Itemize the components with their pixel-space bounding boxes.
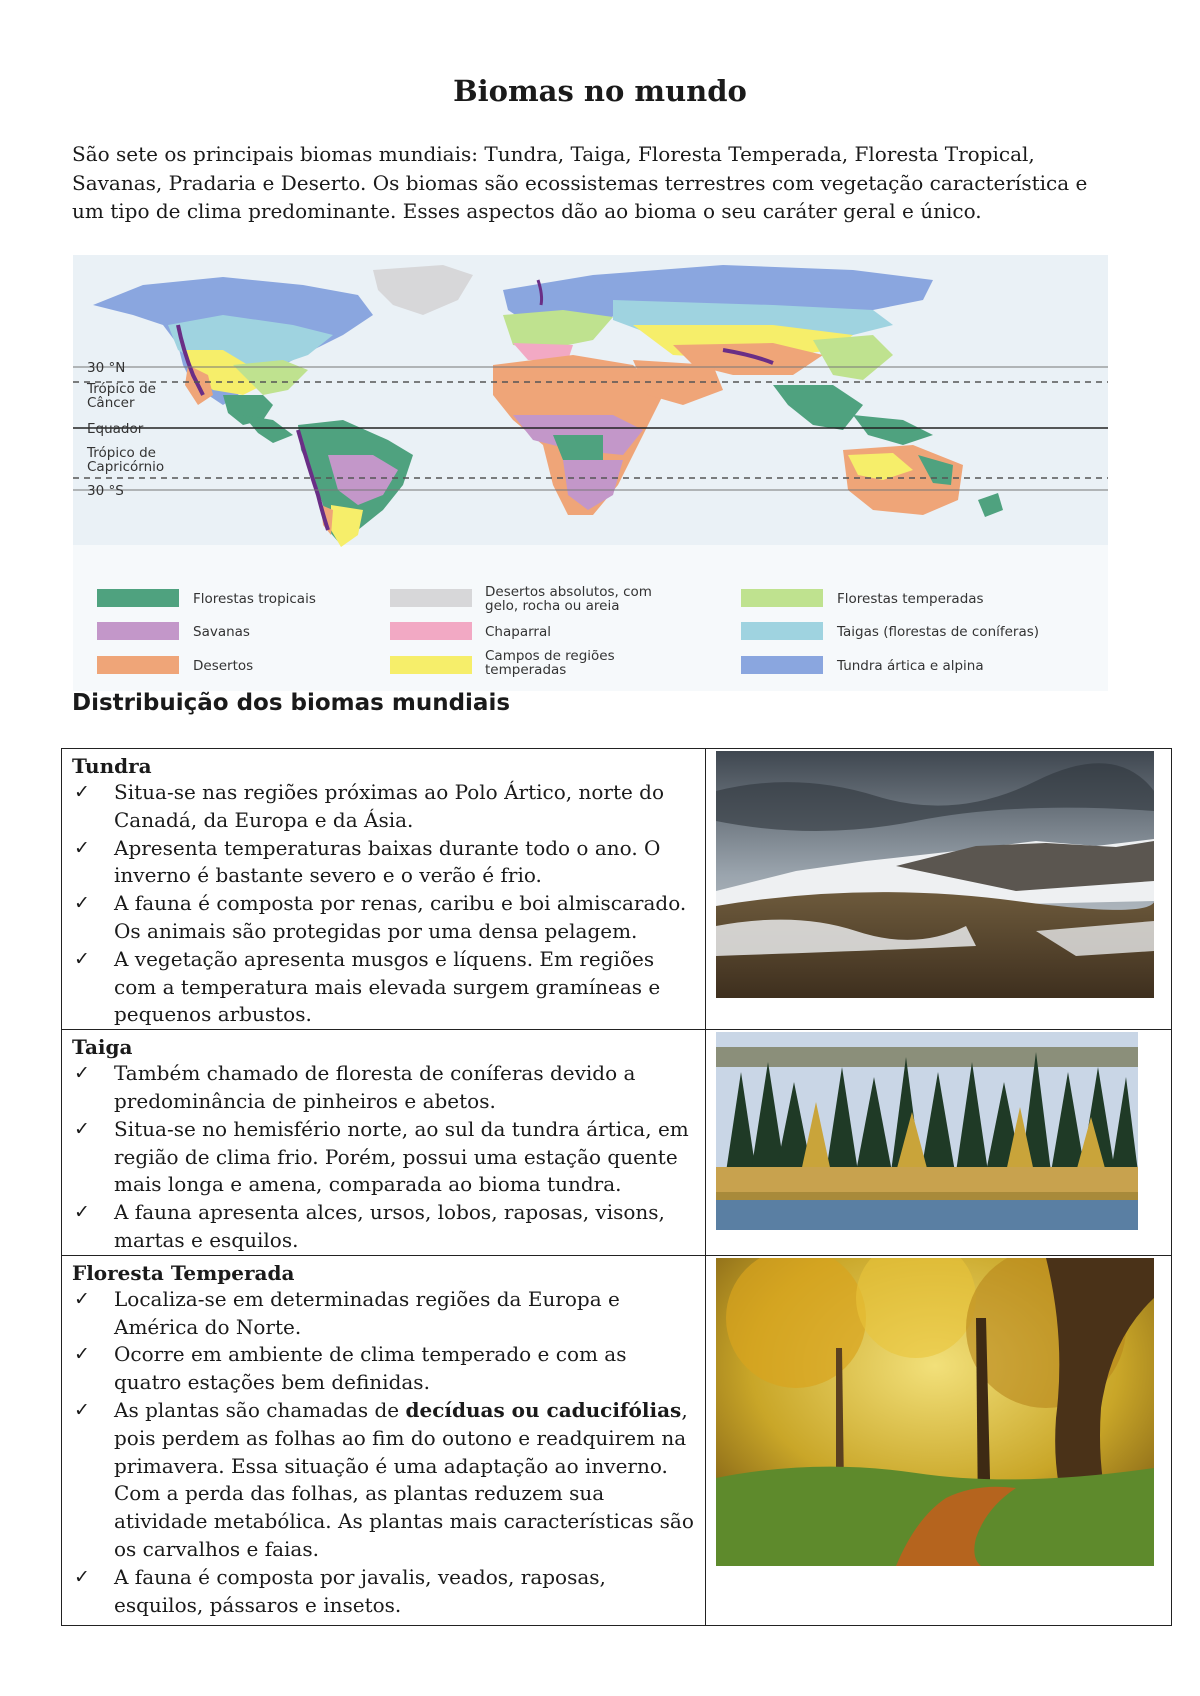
list-item [72,890,697,946]
world-map-image [73,255,1108,691]
taiga-photo [716,1032,1138,1230]
check-icon: ✓ [74,1201,90,1224]
list-item [72,1116,697,1199]
biome-points [72,1286,697,1620]
biome-image-cell [706,1030,1172,1256]
biome-image-cell [706,1255,1172,1625]
point-text: Situa-se no hemisfério norte, ao sul da tundra ártica, em região de clima frio. Porém, possui uma estação quente mais longa e amena, comparada ao bioma tundra. [114,1116,689,1197]
biome-text-cell [62,1255,706,1625]
legend-label-2: Desertos [193,658,254,674]
check-icon: ✓ [74,781,90,803]
legend-label-7: Taigas (florestas de coníferas) [837,624,1040,640]
world-biome-map [73,255,1108,691]
biome-points [72,1060,697,1255]
point-text: Ocorre em ambiente de clima temperado e com as quatro estações bem definidas. [114,1342,627,1395]
point-text: A fauna apresenta alces, ursos, lobos, raposas, visons, martas e esquilos. [114,1200,665,1252]
list-item [72,1199,697,1255]
check-icon: ✓ [74,1398,90,1421]
point-text: , pois perdem as folhas ao fim do outono e readquirem na primavera. Essa situação é uma adaptação ao inverno. Com a perda das folhas, as plantas reduzem sua atividade metabólica. As plantas mais características são os carvalhos e faias. [114,1397,694,1561]
map-caption: Distribuição dos biomas mundiais [72,690,511,716]
legend-swatch-8 [741,656,823,674]
list-item [72,835,697,891]
biome-text-cell [62,1030,706,1256]
point-text: Localiza-se em determinadas regiões da Europa e América do Norte. [114,1286,620,1339]
check-icon: ✓ [74,836,90,859]
point-text: A fauna é composta por javalis, veados, raposas, esquilos, pássaros e insetos. [114,1564,606,1617]
tundra-photo [716,751,1154,998]
intro-paragraph: São sete os principais biomas mundiais: Tundra, Taiga, Floresta Temperada, Floresta Tropical, Savanas, Pradaria e Deserto. Os biomas são ecossistemas terrestres com vegetação característica e um tipo de clima predominante. Esses aspectos dão ao bioma o seu caráter geral e único. [72,142,1088,223]
list-item [72,1286,697,1342]
legend-swatch-0 [97,589,179,607]
list-item [72,779,697,835]
lat-label-capricorn-2: Capricórnio [87,459,165,475]
legend-swatch-3 [390,589,472,607]
biomes-table [61,748,1172,1626]
lat-label-30s: 30 °S [87,483,124,499]
lat-label-cancer-1: Trópico de [87,381,156,397]
legend-label-5: Campos de regiões [485,648,615,664]
list-item [72,1341,697,1397]
legend-label-3b: gelo, rocha ou areia [485,598,620,614]
check-icon: ✓ [74,892,90,915]
legend-label-6: Florestas temperadas [837,591,984,607]
biome-text-cell [62,749,706,1030]
check-icon: ✓ [74,1062,90,1085]
point-text: A fauna é composta por renas, caribu e boi almiscarado. Os animais são protegidas por uma densa pelagem. [114,891,687,943]
legend-swatch-5 [390,656,472,674]
legend-swatch-4 [390,622,472,640]
biome-title-taiga: Taiga [72,1035,133,1060]
legend-label-5b: temperadas [485,662,567,678]
list-item [72,1397,697,1564]
check-icon: ✓ [74,1565,90,1588]
lat-label-cancer-2: Câncer [87,395,135,411]
point-text: Situa-se nas regiões próximas ao Polo Ártico, norte do Canadá, da Europa e da Ásia. [114,780,665,832]
legend-label-3: Desertos absolutos, com [485,584,652,600]
legend-label-1: Savanas [193,624,250,640]
point-text: Apresenta temperaturas baixas durante todo o ano. O inverno é bastante severo e o verão é frio. [114,835,661,888]
list-item [72,1564,697,1620]
legend-swatch-2 [97,656,179,674]
table-row [62,749,1172,1030]
legend-swatch-1 [97,622,179,640]
point-text: Também chamado de floresta de coníferas devido a predominância de pinheiros e abetos. [114,1061,636,1113]
table-row [62,1030,1172,1256]
lat-label-capricorn-1: Trópico de [87,445,156,461]
biome-points [72,779,697,1029]
biome-title-temperate-forest: Floresta Temperada [72,1260,295,1285]
biome-image-cell [706,749,1172,1030]
page-title: Biomas no mundo [453,74,747,108]
list-item [72,946,697,1029]
check-icon: ✓ [74,1287,90,1310]
lat-label-30n: 30 °N [87,360,126,376]
table-row [62,1255,1172,1625]
check-icon: ✓ [74,1343,90,1366]
list-item [72,1060,697,1116]
lat-label-equator: Equador [87,421,144,437]
legend-swatch-6 [741,589,823,607]
check-icon: ✓ [74,947,90,970]
legend-label-4: Chaparral [485,624,551,640]
biome-title-tundra: Tundra [72,754,152,778]
legend-swatch-7 [741,622,823,640]
temperate-forest-photo [716,1258,1154,1566]
check-icon: ✓ [74,1117,90,1140]
point-bold-text: decíduas ou caducifólias [405,1397,682,1422]
legend-label-0: Florestas tropicais [193,591,316,607]
point-text: As plantas são chamadas de [114,1397,406,1422]
legend-label-8: Tundra ártica e alpina [837,658,984,674]
point-text: A vegetação apresenta musgos e líquens. Em regiões com a temperatura mais elevada surgem gramíneas e pequenos arbustos. [114,946,661,1027]
